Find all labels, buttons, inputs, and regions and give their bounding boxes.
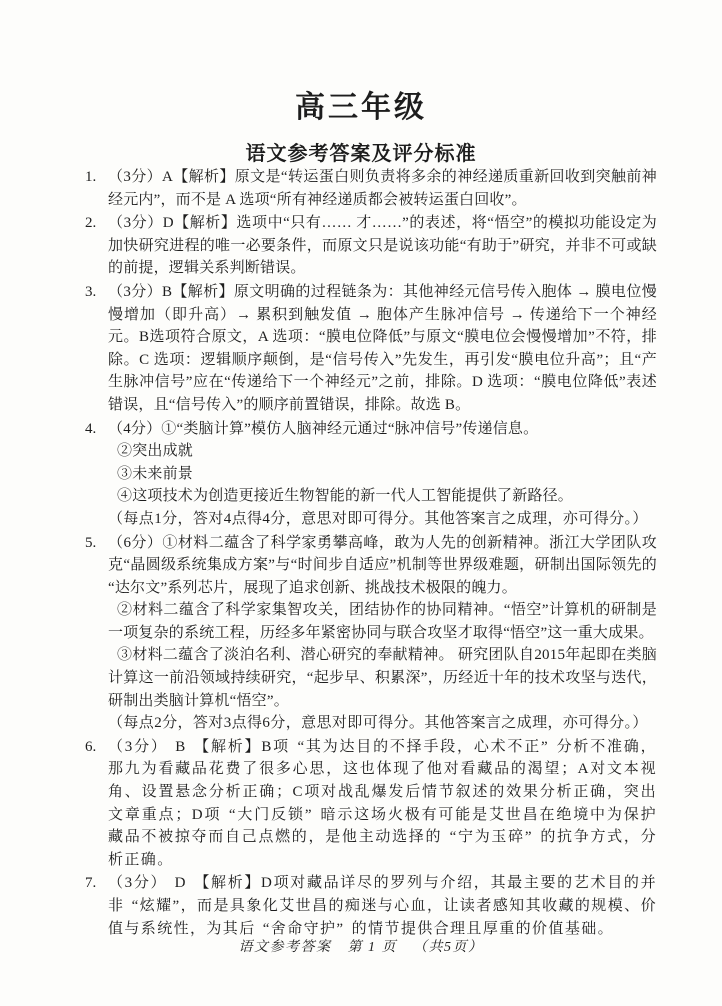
item-paragraph: （4分）①“类脑计算”模仿人脑神经元通过“脉冲信号”传递信息。 (108, 420, 539, 437)
footer-total-pages: （共5页） (413, 940, 484, 955)
document-subtitle: 语文参考答案及评分标准 (245, 143, 477, 165)
item-number: 2. (85, 215, 97, 232)
answer-item (85, 166, 657, 211)
item-paragraph: （3分）D【解析】选项中“只有…… 才……”的表述，将“悟空”的模拟功能设定为加快研究进程的唯一必要条件，而原文只是说该功能“有助于”研究，并非不可或缺的前提，逻辑关系判断错误。 (108, 215, 657, 277)
answer-item (85, 281, 657, 417)
item-number: 1. (85, 169, 97, 185)
footer-doc-label: 语文参考答案 (238, 940, 332, 955)
answer-item (85, 418, 657, 531)
item-paragraph: ②材料二蕴含了科学家集智攻关，团结协作的协同精神。“悟空”计算机的研制是一项复杂的系统工程，历经多年紧密协同与联合攻坚才取得“悟空”这一重大成果。 (108, 602, 657, 641)
item-paragraph: ②突出成就 (117, 443, 194, 460)
page-title: 高三年级 (295, 91, 427, 124)
item-number: 7. (85, 875, 97, 892)
item-paragraph: （3分）B【解析】原文明确的过程链条为：其他神经元信号传入胞体 → 膜电位慢慢增加（即升高）→ 累积到触发值 → 胞体产生脉冲信号 → 传递给下一个神经元。B选项符合原文，A 选项：“膜电位降低”与原文“膜电位会慢慢增加”不符，排除。C 选项：逻辑顺序颠倒，是“信号传入”先发生，再引发“膜电位升高”；且“产生脉冲信号”应在“传递给下一个神经元”之前，排除。D 选项：“膜电位降低”表述错误，且“信号传入”的顺序前置错误，排除。故选 B。 (108, 283, 657, 413)
answer-item (85, 736, 657, 872)
footer-page-number: 第 1 页 (347, 940, 397, 955)
item-number: 5. (85, 534, 97, 551)
item-paragraph: （每点1分，答对4点得4分，意思对即可得分。其他答案言之成理，亦可得分。） (108, 510, 648, 527)
item-paragraph: ③材料二蕴含了淡泊名利、潜心研究的奉献精神。 研究团队自2015年起即在类脑计算这一前沿领域持续研究，“起步早、积累深”，历经近十年的技术攻坚与迭代，研制出类脑计算机“悟空”。 (108, 647, 657, 709)
item-paragraph: （3分）A【解析】原文是“转运蛋白则负责将多余的神经递质重新回收到突触前神经元内”，而不是 A 选项“所有神经递质都会被转运蛋白回收”。 (108, 169, 657, 208)
item-paragraph: ③未来前景 (117, 465, 194, 482)
item-number: 6. (85, 738, 97, 755)
item-number: 3. (85, 283, 97, 300)
answer-item (85, 212, 657, 280)
item-paragraph: （每点2分，答对3点得6分，意思对即可得分。其他答案言之成理，亦可得分。） (108, 715, 648, 732)
answer-item (85, 532, 657, 735)
item-paragraph: ④这项技术为创造更接近生物智能的新一代人工智能提供了新路径。 (117, 488, 574, 505)
item-paragraph: （3分） D 【解析】D项对藏品详尽的罗列与介绍，其最主要的艺术目的并非 “炫耀”，而是具象化艾世昌的痴迷与心血，让读者感知其收藏的规模、价值与系统性，为其后 “舍命守护” 的情节提供合理且厚重的价值基础。 (108, 875, 657, 937)
answer-list (85, 166, 657, 941)
page-footer (0, 936, 722, 956)
item-paragraph: （3分） B 【解析】B项 “其为达目的不择手段，心术不正” 分析不准确，那九为看藏品花费了很多心思，这也体现了他对看藏品的渴望；A对文本视角、设置悬念分析正确；C项对战乱爆发后情节叙述的效果分析正确，突出文章重点；D项 “大门反锁” 暗示这场火极有可能是艾世昌在绝境中为保护藏品不被掠夺而自己点燃的，是他主动选择的 “宁为玉碎” 的抗争方式，分析正确。 (108, 738, 657, 868)
item-number: 4. (85, 420, 97, 437)
item-paragraph: （6分）①材料二蕴含了科学家勇攀高峰，敢为人先的创新精神。浙江大学团队攻克“晶圆级系统集成方案”与“时间步自适应”机制等世界级难题，研制出国际领先的“达尔文”系列芯片，展现了追求创新、挑战技术极限的魄力。 (108, 534, 657, 596)
answer-item (85, 872, 657, 940)
